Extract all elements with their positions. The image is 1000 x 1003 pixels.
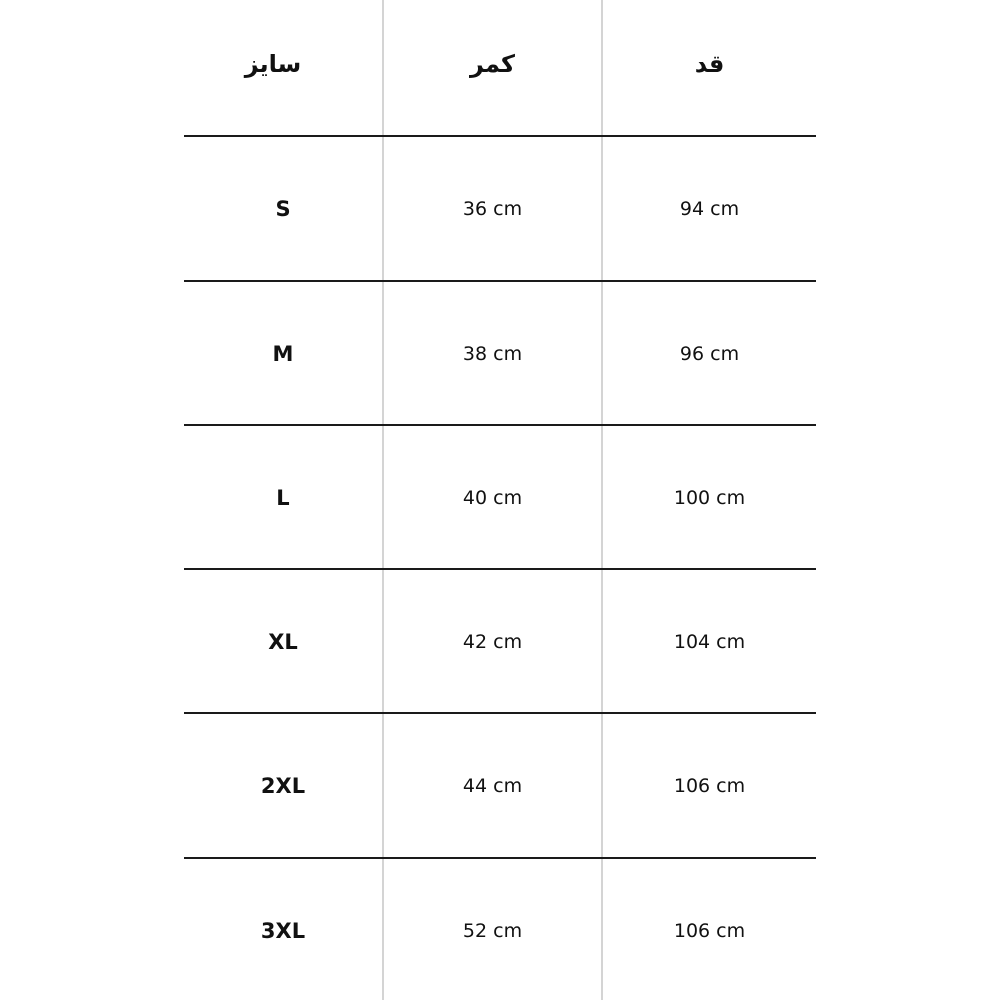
- size-cell: M: [272, 342, 294, 366]
- waist-cell: 42 cm: [462, 631, 523, 653]
- table-header-row: [184, 0, 816, 136]
- height-cell: 96 cm: [679, 343, 740, 365]
- waist-cell: 40 cm: [462, 487, 523, 509]
- size-chart-table: [184, 0, 816, 1000]
- size-cell: S: [275, 197, 291, 221]
- height-cell: 104 cm: [673, 631, 746, 653]
- header-waist: کمر: [470, 50, 515, 78]
- size-cell: L: [276, 486, 290, 510]
- table-row: [184, 570, 816, 714]
- height-cell: 100 cm: [673, 487, 746, 509]
- height-cell: 94 cm: [679, 198, 740, 220]
- waist-cell: 52 cm: [462, 920, 523, 942]
- waist-cell: 38 cm: [462, 343, 523, 365]
- table-row: [184, 714, 816, 858]
- height-cell: 106 cm: [673, 775, 746, 797]
- size-cell: 3XL: [260, 919, 306, 943]
- table-row: [184, 137, 816, 281]
- size-cell: 2XL: [260, 774, 306, 798]
- table-row: [184, 426, 816, 570]
- waist-cell: 44 cm: [462, 775, 523, 797]
- table-row: [184, 282, 816, 426]
- table-row: [184, 859, 816, 1003]
- size-cell: XL: [268, 630, 298, 654]
- height-cell: 106 cm: [673, 920, 746, 942]
- waist-cell: 36 cm: [462, 198, 523, 220]
- header-height: قد: [694, 50, 725, 78]
- header-size: سایز: [244, 50, 302, 78]
